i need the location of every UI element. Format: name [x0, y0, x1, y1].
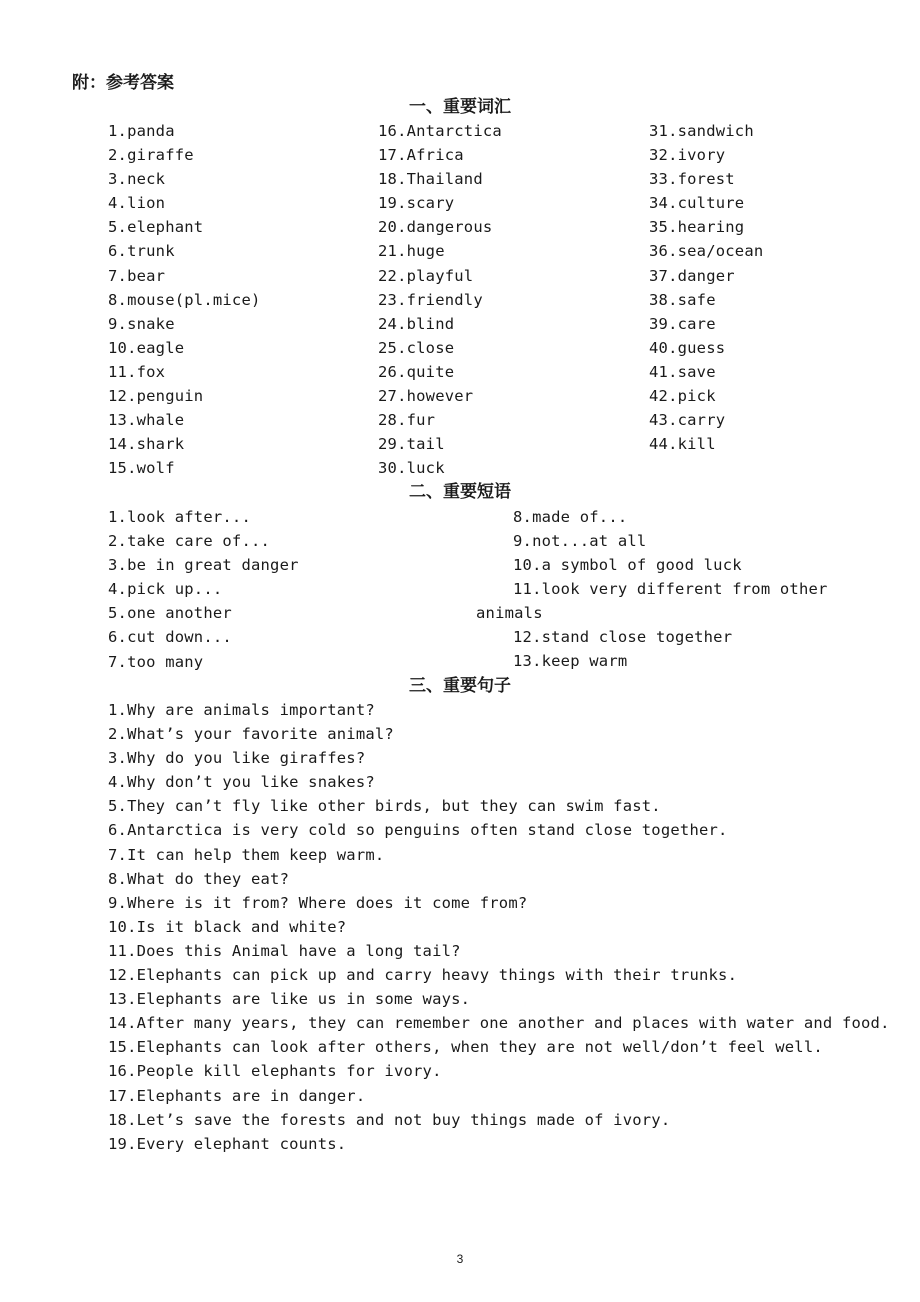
phrase-item: 10.a symbol of good luck — [513, 556, 742, 575]
vocab-item: 5.elephant — [108, 218, 204, 237]
vocab-item: 2.giraffe — [108, 146, 194, 165]
page-number: 3 — [456, 1252, 464, 1266]
sentence-item: 15.Elephants can look after others, when they are not well/don’t feel well. — [108, 1038, 823, 1057]
vocab-item: 4.lion — [108, 194, 166, 213]
vocab-item: 25.close — [378, 338, 455, 357]
sentence-item: 9.Where is it from? Where does it come from? — [108, 893, 528, 912]
phrase-item: 9.not...at all — [513, 532, 647, 551]
sentence-item: 12.Elephants can pick up and carry heavy things with their trunks. — [108, 966, 738, 985]
vocab-item: 10.eagle — [108, 338, 185, 357]
sentence-item: 8.What do they eat? — [108, 869, 290, 888]
vocab-item: 27.however — [378, 387, 474, 406]
phrase-item: 1.look after... — [108, 508, 251, 526]
sentence-item: 3.Why do you like giraffes? — [108, 749, 366, 768]
vocab-item: 41.save — [649, 362, 716, 381]
phrase-item: 8.made of... — [513, 508, 628, 526]
vocab-item: 19.scary — [378, 194, 455, 213]
vocab-item: 15.wolf — [108, 459, 175, 478]
sentence-item: 10.Is it black and white? — [108, 917, 347, 936]
vocab-item: 43.carry — [649, 411, 726, 430]
sentence-item: 6.Antarctica is very cold so penguins often stand close together. — [108, 821, 728, 840]
phrases-right-column — [513, 505, 828, 601]
phrase-wrap-line — [476, 601, 543, 625]
sentences-list — [108, 698, 890, 1156]
vocab-item: 17.Africa — [378, 146, 464, 165]
vocab-item: 22.playful — [378, 266, 474, 285]
sentence-item: 11.Does this Animal have a long tail? — [108, 941, 461, 960]
vocab-item: 13.whale — [108, 411, 185, 430]
sentence-item: 2.What’s your favorite animal? — [108, 725, 394, 744]
vocab-item: 11.fox — [108, 362, 166, 381]
vocab-item: 24.blind — [378, 314, 455, 333]
sentence-item: 14.After many years, they can remember one another and places with water and food. — [108, 1014, 890, 1033]
vocab-item: 40.guess — [649, 338, 726, 357]
page-heading: 附：参考答案 — [72, 73, 174, 93]
section-title-vocab: 一、重要词汇 — [409, 97, 511, 117]
phrase-item: 7.too many — [108, 652, 204, 671]
vocab-item: 3.neck — [108, 170, 166, 189]
vocab-item: 23.friendly — [378, 290, 483, 309]
sentence-item: 13.Elephants are like us in some ways. — [108, 990, 471, 1009]
vocab-item: 21.huge — [378, 242, 445, 261]
vocab-item: 20.dangerous — [378, 218, 493, 237]
vocab-item: 32.ivory — [649, 146, 726, 165]
sentence-item: 5.They can’t fly like other birds, but they can swim fast. — [108, 797, 661, 816]
vocab-column-2 — [378, 119, 502, 480]
sentence-item: 17.Elephants are in danger. — [108, 1086, 366, 1105]
vocab-item: 39.care — [649, 314, 716, 333]
vocab-item: 28.fur — [378, 411, 436, 430]
phrase-item: 11.look very different from other — [513, 580, 828, 599]
vocab-item: 36.sea/ocean — [649, 242, 764, 261]
phrase-item: 2.take care of... — [108, 532, 271, 551]
vocab-item: 14.shark — [108, 435, 185, 454]
vocab-column-1 — [108, 119, 261, 480]
phrase-item: 4.pick up... — [108, 580, 223, 599]
phrase-item: 12.stand close together — [513, 628, 733, 646]
vocab-item: 16.Antarctica — [378, 122, 502, 140]
sentence-item: 7.It can help them keep warm. — [108, 845, 385, 864]
vocab-item: 44.kill — [649, 435, 716, 454]
sentence-item: 4.Why don’t you like snakes? — [108, 773, 375, 792]
phrase-item: 13.keep warm — [513, 652, 628, 671]
vocab-item: 8.mouse(pl.mice) — [108, 290, 261, 309]
section-title-phrases: 二、重要短语 — [409, 482, 511, 502]
vocab-item: 6.trunk — [108, 242, 175, 261]
phrase-continuation: animals — [476, 604, 543, 622]
vocab-item: 9.snake — [108, 314, 175, 333]
sentence-item: 18.Let’s save the forests and not buy things made of ivory. — [108, 1110, 671, 1129]
vocab-item: 34.culture — [649, 194, 745, 213]
vocab-item: 33.forest — [649, 170, 735, 189]
phrase-item: 6.cut down... — [108, 628, 232, 647]
phrases-right-column-cont — [513, 625, 732, 673]
vocab-item: 1.panda — [108, 122, 175, 140]
section-title-sentences: 三、重要句子 — [409, 676, 511, 696]
vocab-item: 38.safe — [649, 290, 716, 309]
vocab-item: 29.tail — [378, 435, 445, 454]
phrases-left-column — [108, 505, 299, 674]
sentence-item: 1.Why are animals important? — [108, 701, 375, 719]
vocab-item: 42.pick — [649, 387, 716, 406]
vocab-item: 26.quite — [378, 362, 455, 381]
sentence-item: 16.People kill elephants for ivory. — [108, 1062, 442, 1081]
vocab-item: 30.luck — [378, 459, 445, 478]
phrase-item: 5.one another — [108, 604, 232, 623]
vocab-item: 37.danger — [649, 266, 735, 285]
vocab-item: 18.Thailand — [378, 170, 483, 189]
vocab-item: 12.penguin — [108, 387, 204, 406]
vocab-item: 31.sandwich — [649, 122, 754, 140]
vocab-item: 35.hearing — [649, 218, 745, 237]
sentence-item: 19.Every elephant counts. — [108, 1134, 347, 1153]
phrase-item: 3.be in great danger — [108, 556, 299, 575]
vocab-column-3 — [649, 119, 763, 456]
vocab-item: 7.bear — [108, 266, 166, 285]
